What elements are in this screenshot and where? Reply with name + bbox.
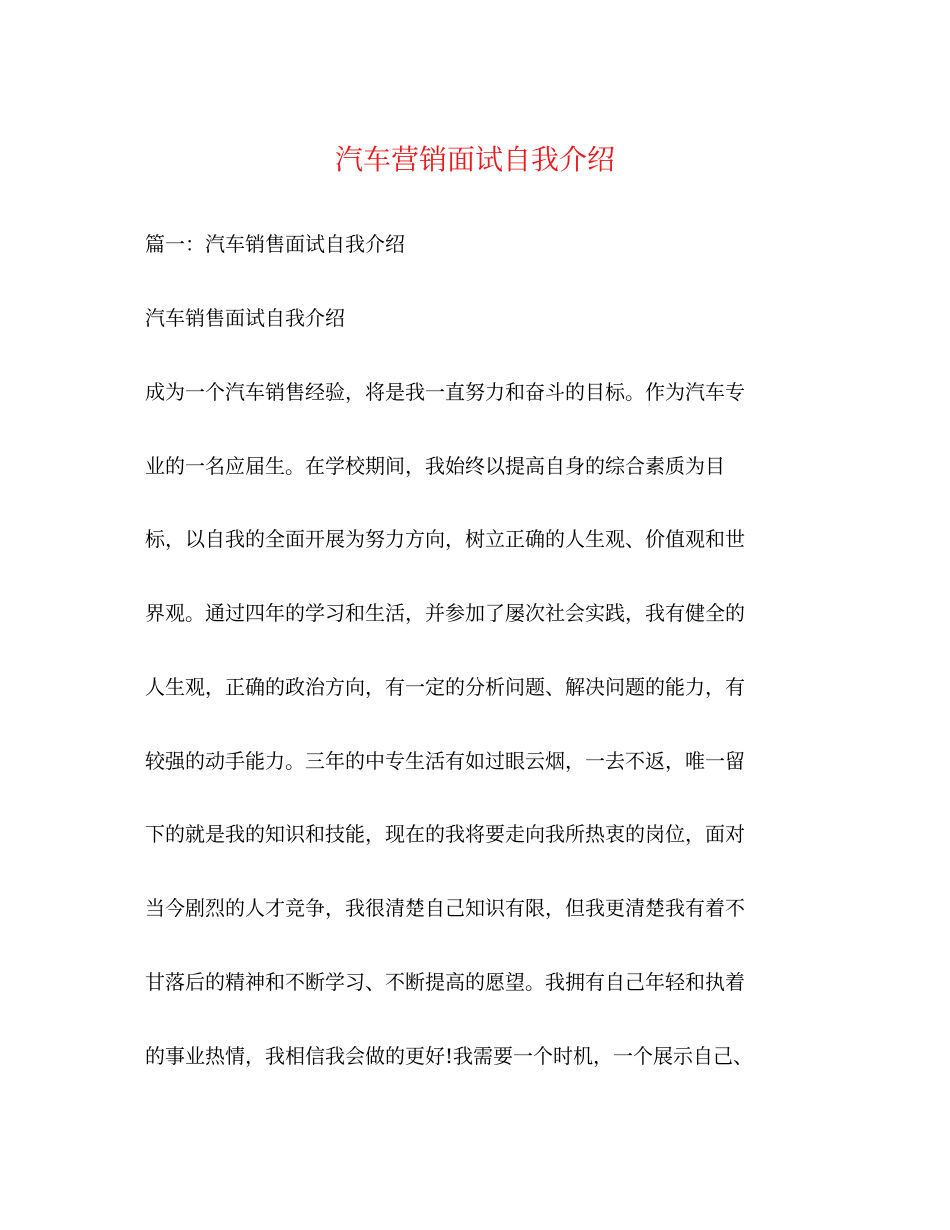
- body-line-7: 下的就是我的知识和技能，现在的我将要走向我所热衷的岗位，面对: [145, 822, 745, 846]
- body-line-8: 当今剧烈的人才竞争，我很清楚自己知识有限，但我更清楚我有着不: [145, 896, 745, 920]
- body-line-10: 的事业热情，我相信我会做的更好!我需要一个时机，一个展示自己、: [145, 1044, 754, 1068]
- body-line-5: 人生观，正确的政治方向，有一定的分析问题、解决问题的能力，有: [145, 675, 745, 699]
- section-heading: 篇一：汽车销售面试自我介绍: [145, 232, 405, 256]
- body-line-2: 业的一名应届生。在学校期间，我始终以提高自身的综合素质为目: [145, 454, 725, 478]
- body-line-4: 界观。通过四年的学习和生活，并参加了屡次社会实践，我有健全的: [145, 601, 745, 625]
- body-line-6: 较强的动手能力。三年的中专生活有如过眼云烟，一去不返，唯一留: [145, 749, 745, 773]
- body-line-9: 甘落后的精神和不断学习、不断提高的愿望。我拥有自己年轻和执着: [145, 970, 745, 994]
- body-line-3: 标，以自我的全面开展为努力方向，树立正确的人生观、价值观和世: [145, 527, 745, 551]
- subheading: 汽车销售面试自我介绍: [145, 306, 345, 330]
- body-line-1: 成为一个汽车销售经验，将是我一直努力和奋斗的目标。作为汽车专: [145, 380, 745, 404]
- document-title: 汽车营销面试自我介绍: [334, 143, 615, 176]
